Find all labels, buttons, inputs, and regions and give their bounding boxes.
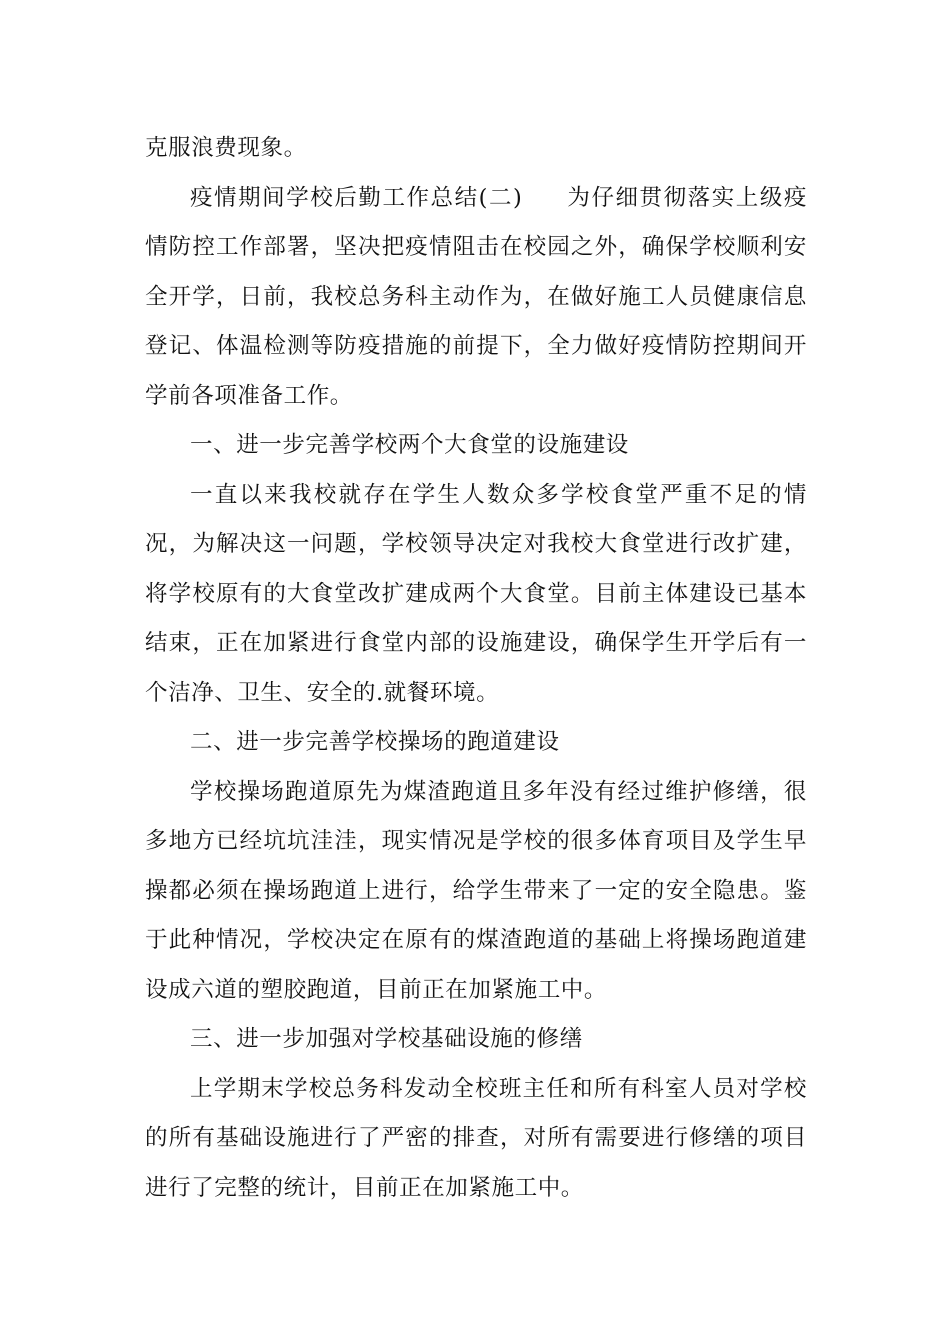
paragraph-facilities: 上学期末学校总务科发动全校班主任和所有科室人员对学校的所有基础设施进行了严密的排查，对所有需要进行修缮的项目进行了完整的统计，目前正在加紧施工中。 bbox=[145, 1075, 807, 1201]
document-body bbox=[145, 124, 807, 1213]
paragraph-intro bbox=[145, 174, 807, 422]
section-title: 疫情期间学校后勤工作总结(二) bbox=[190, 184, 523, 211]
paragraph-continuation: 克服浪费现象。 bbox=[145, 135, 307, 161]
heading-track: 二、进一步完善学校操场的跑道建设 bbox=[190, 729, 560, 755]
heading-canteen: 一、进一步完善学校两个大食堂的设施建设 bbox=[190, 432, 629, 458]
paragraph-canteen: 一直以来我校就存在学生人数众多学校食堂严重不足的情况，为解决这一问题，学校领导决定对我校大食堂进行改扩建，将学校原有的大食堂改扩建成两个大食堂。目前主体建设已基本结束，正在加紧进行食堂内部的设施建设，确保学生开学后有一个洁净、卫生、安全的.就餐环境。 bbox=[145, 481, 807, 706]
intro-text: 为仔细贯彻落实上级疫情防控工作部署，坚决把疫情阻击在校园之外，确保学校顺利安全开学，日前，我校总务科主动作为，在做好施工人员健康信息登记、体温检测等防疫措施的前提下，全力做好疫情防控期间开学前各项准备工作。 bbox=[145, 184, 807, 409]
heading-facilities: 三、进一步加强对学校基础设施的修缮 bbox=[190, 1026, 583, 1052]
paragraph-track: 学校操场跑道原先为煤渣跑道且多年没有经过维护修缮，很多地方已经坑坑洼洼，现实情况是学校的很多体育项目及学生早操都必须在操场跑道上进行，给学生带来了一定的安全隐患。鉴于此种情况，学校决定在原有的煤渣跑道的基础上将操场跑道建设成六道的塑胶跑道，目前正在加紧施工中。 bbox=[145, 778, 807, 1003]
